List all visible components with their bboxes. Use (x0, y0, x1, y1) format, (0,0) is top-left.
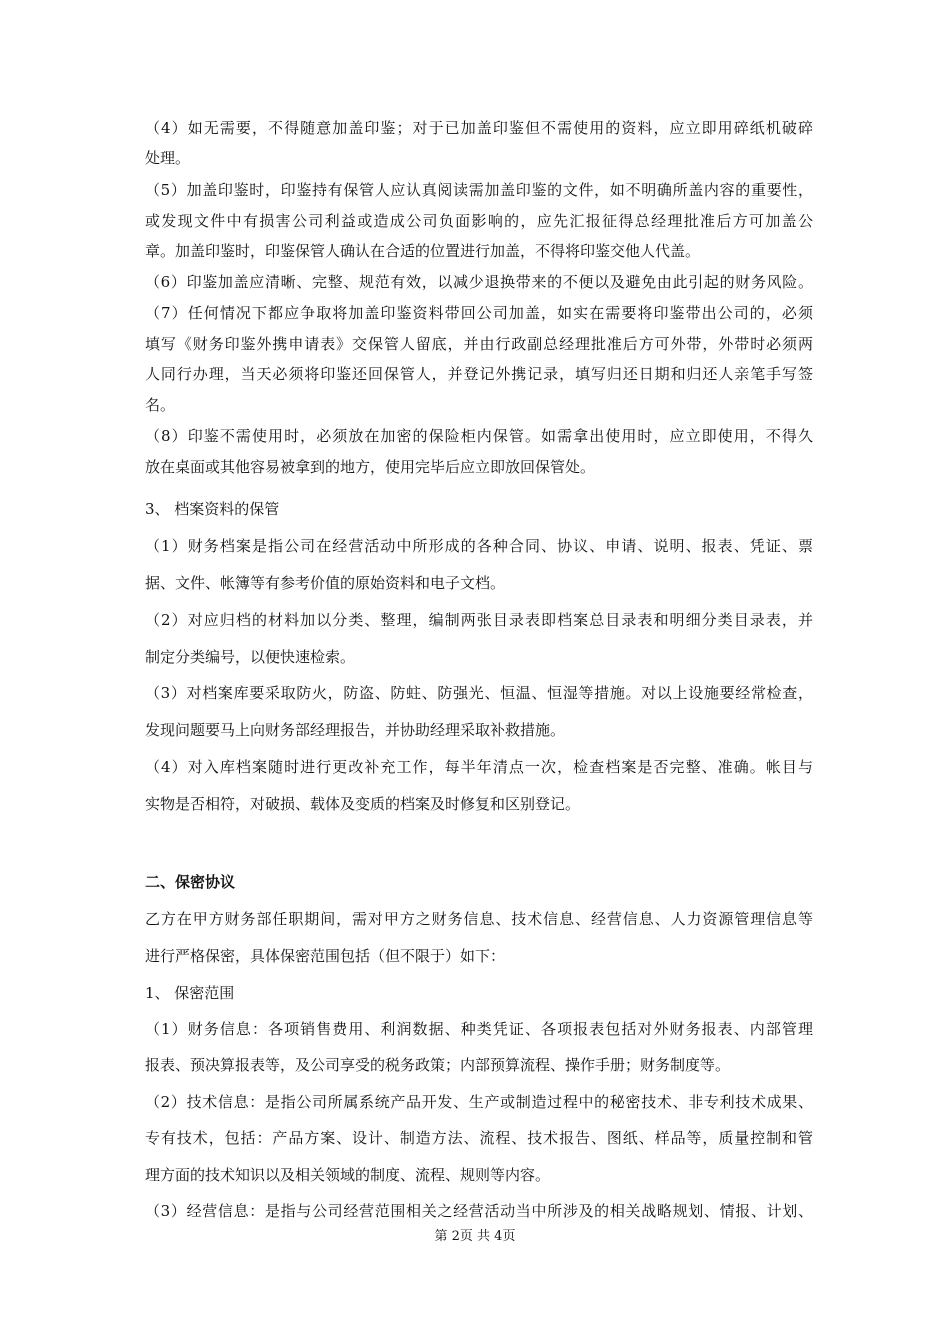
text-line: 乙方在甲方财务部任职期间，需对甲方之财务信息、技术信息、经营信息、人力资源管理信息等 (145, 910, 813, 928)
text-line: 理方面的技术知识以及相关领域的制度、流程、规则等内容。 (145, 1166, 551, 1184)
text-line: （3）经营信息：是指与公司经营范围相关之经营活动当中所涉及的相关战略规划、情报、计划、 (145, 1202, 813, 1220)
text-line: 放在桌面或其他容易被拿到的地方，使用完毕后应立即放回保管处。 (145, 458, 596, 476)
text-line: （6）印鉴加盖应清晰、完整、规范有效，以减少退换带来的不便以及避免由此引起的财务风险。 (145, 273, 813, 291)
text-line: 专有技术，包括：产品方案、设计、制造方法、流程、技术报告、图纸、样品等，质量控制和管 (145, 1129, 813, 1147)
text-line: （5）加盖印鉴时，印鉴持有保管人应认真阅读需加盖印鉴的文件，如不明确所盖内容的重要性， (145, 181, 813, 199)
text-line: （4）对入库档案随时进行更改补充工作，每半年清点一次，检查档案是否完整、准确。帐目与 (145, 758, 813, 776)
text-line: （1）财务档案是指公司在经营活动中所形成的各种合同、协议、申请、说明、报表、凭证、票 (145, 537, 813, 555)
text-line: 填写《财务印鉴外携申请表》交保管人留底，并由行政副总经理批准后方可外带，外带时必须两 (145, 335, 813, 353)
text-line: 进行严格保密，具体保密范围包括（但不限于）如下： (145, 947, 506, 965)
page-footer: 第 2页 共 4页 (434, 1229, 516, 1244)
text-line: （1）财务信息：各项销售费用、利润数据、种类凭证、各项报表包括对外财务报表、内部管理 (145, 1020, 813, 1038)
section-heading: 1、 保密范围 (145, 984, 235, 1002)
text-line: 报表、预决算报表等，及公司享受的税务政策；内部预算流程、操作手册；财务制度等。 (145, 1056, 731, 1074)
text-line: 章。加盖印鉴时，印鉴保管人确认在合适的位置进行加盖，不得将印鉴交他人代盖。 (145, 242, 701, 260)
text-line: 实物是否相符，对破损、载体及变质的档案及时修复和区别登记。 (145, 795, 581, 813)
text-line: （3）对档案库要采取防火，防盗、防蛀、防强光、恒温、恒湿等措施。对以上设施要经常检查， (145, 684, 813, 702)
text-line: 或发现文件中有损害公司利益或造成公司负面影响的，应先汇报征得总经理批准后方可加盖公 (145, 212, 813, 230)
text-line: （7）任何情况下都应争取将加盖印鉴资料带回公司加盖，如实在需要将印鉴带出公司的，必须 (145, 304, 813, 322)
text-line: （2）对应归档的材料加以分类、整理，编制两张目录表即档案总目录表和明细分类目录表，并 (145, 611, 813, 629)
text-line: 据、文件、帐簿等有参考价值的原始资料和电子文档。 (145, 574, 506, 592)
section-heading: 3、 档案资料的保管 (145, 500, 280, 518)
text-line: 制定分类编号，以便快速检索。 (145, 648, 356, 666)
text-line: 人同行办理，当天必须将印鉴还回保管人，并登记外携记录，填写归还日期和归还人亲笔手写签 (145, 365, 813, 383)
text-line: 处理。 (145, 149, 191, 167)
text-line: 名。 (145, 396, 176, 414)
text-line: （8）印鉴不需使用时，必须放在加密的保险柜内保管。如需拿出使用时，应立即使用，不得久 (145, 427, 813, 445)
text-line: （2）技术信息：是指公司所属系统产品开发、生产或制造过程中的秘密技术、非专利技术成果、 (145, 1093, 813, 1111)
text-line: 发现问题要马上向财务部经理报告，并协助经理采取补救措施。 (145, 721, 566, 739)
section-heading: 二、保密协议 (145, 873, 236, 891)
text-line: （4）如无需要，不得随意加盖印鉴；对于已加盖印鉴但不需使用的资料，应立即用碎纸机破碎 (145, 119, 813, 137)
